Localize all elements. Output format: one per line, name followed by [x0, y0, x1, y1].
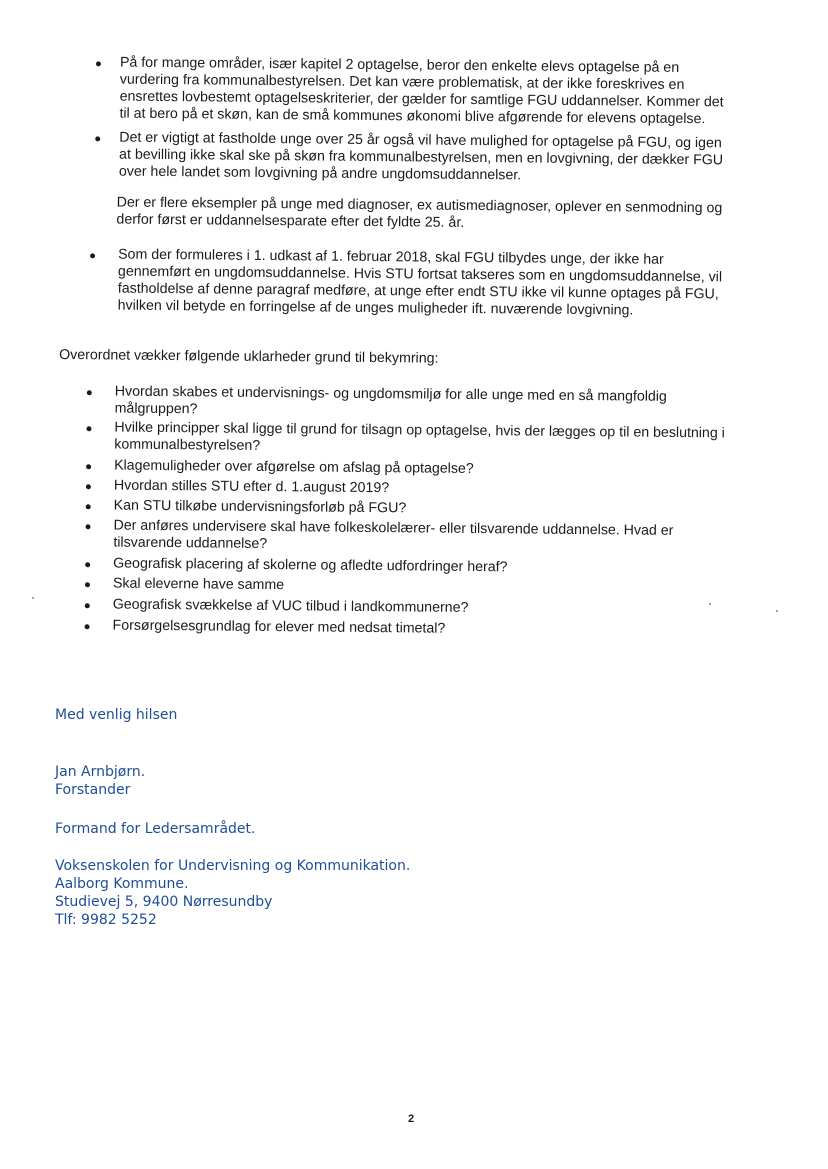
bullet-text: Skal eleverne have samme: [112, 575, 285, 594]
bullet-icon: [90, 253, 95, 258]
concern-intro: Overordnet vækker følgende uklarheder grund til bekymring:: [59, 347, 439, 367]
signature-phone: Tlf: 9982 5252: [55, 912, 157, 928]
letter-body: [1, 0, 828, 637]
bullet-text: Hvordan skabes et undervisnings- og ungdomsmiljø for alle unge med en så mangfoldig målgruppen?: [114, 383, 667, 418]
bullet-text: Der anføres undervisere skal have folkeskolelærer- eller tilsvarende uddannelse. Hvad er tilsvarende uddannelse?: [113, 517, 674, 553]
signature-organization: Voksenskolen for Undervisning og Kommunikation.: [55, 858, 411, 874]
bullet-icon: [95, 136, 100, 141]
bullet-icon: [85, 582, 90, 587]
bullet-text: Geografisk placering af skolerne og afledte udfordringer heraf?: [113, 555, 508, 576]
signature-greeting: Med venlig hilsen: [55, 707, 178, 723]
bullet-icon: [85, 624, 90, 629]
bullet-text: På for mange områder, især kapitel 2 optagelse, beror den enkelte elevs optagelse på en vurdering fra kommunalbestyrelsen. Det kan være problematisk, at der ikke foreskrives en ensrettes lovbestemt optagelseskriterier, der gælder for samtlige FGU uddannelser. Kommer det til at bero på et skøn, kan de små kommunes økonomi blive afgørende for elevens optagelse.: [119, 54, 724, 128]
signature-address: Studievej 5, 9400 Nørresundby: [55, 894, 273, 910]
paragraph: Der er flere eksempler på unge med diagnoser, ex autismediagnoser, oplever en senmodning og derfor først er uddannelsesparate efter det fyldte 25. år.: [116, 194, 723, 231]
bullet-icon: [86, 484, 91, 489]
list-item: [96, 54, 736, 128]
list-item: [87, 383, 727, 418]
bullet-text: Det er vigtigt at fastholde unge over 25 år også vil have mulighed for optagelse på FGU, og igen at bevilling ikke skal ske på skøn fra kommunalbestyrelsen, men en lovgivning, der dækker FGU over hele landet som lovgivning på andre ungdomsuddannelser.: [118, 129, 724, 184]
bullet-text: Klagemuligheder over afgørelse om afslag på optagelse?: [114, 457, 474, 477]
signature-role: Formand for Ledersamrådet.: [55, 821, 256, 837]
signature-title: Forstander: [55, 782, 131, 798]
signature-name: Jan Arnbjørn.: [55, 764, 146, 780]
bullet-text: Geografisk svækkelse af VUC tilbud i landkommunerne?: [112, 596, 469, 616]
bullet-text: Hvordan stilles STU efter d. 1.august 2019?: [113, 477, 390, 497]
bullet-text: Kan STU tilkøbe undervisningsforløb på FGU?: [113, 497, 407, 517]
bullet-icon: [85, 603, 90, 608]
scan-speck: [776, 610, 778, 612]
bullet-icon: [86, 426, 91, 431]
scan-speck: [32, 597, 34, 599]
page-number: 2: [408, 1113, 415, 1125]
bullet-text: Forsørgelsesgrundlag for elever med nedsat timetal?: [112, 617, 446, 637]
scan-speck: [709, 603, 711, 605]
bullet-icon: [86, 504, 91, 509]
bullet-icon: [85, 524, 90, 529]
bullet-icon: [96, 61, 101, 66]
bullet-icon: [85, 562, 90, 567]
bullet-text: Som der formuleres i 1. udkast af 1. februar 2018, skal FGU tilbydes unge, der ikke har gennemført en ungdomsuddannelse. Hvis STU fortsat takseres som en ungdomsuddannelse, vil fastholdelse af denne paragraf medføre, at unge efter endt STU ikke vil kunne optages på FGU, hvilken vil betyde en forringelse af de unges muligheder ift. nuværende lovgivning.: [117, 246, 723, 319]
bullet-icon: [86, 464, 91, 469]
list-item: [90, 246, 734, 319]
bullet-text: Hvilke principper skal ligge til grund for tilsagn op optagelse, hvis der lægges op til en beslutning i kommunalbestyrelsen?: [114, 419, 725, 454]
signature-municipality: Aalborg Kommune.: [55, 876, 189, 892]
list-item: [95, 129, 735, 184]
bullet-icon: [87, 390, 92, 395]
